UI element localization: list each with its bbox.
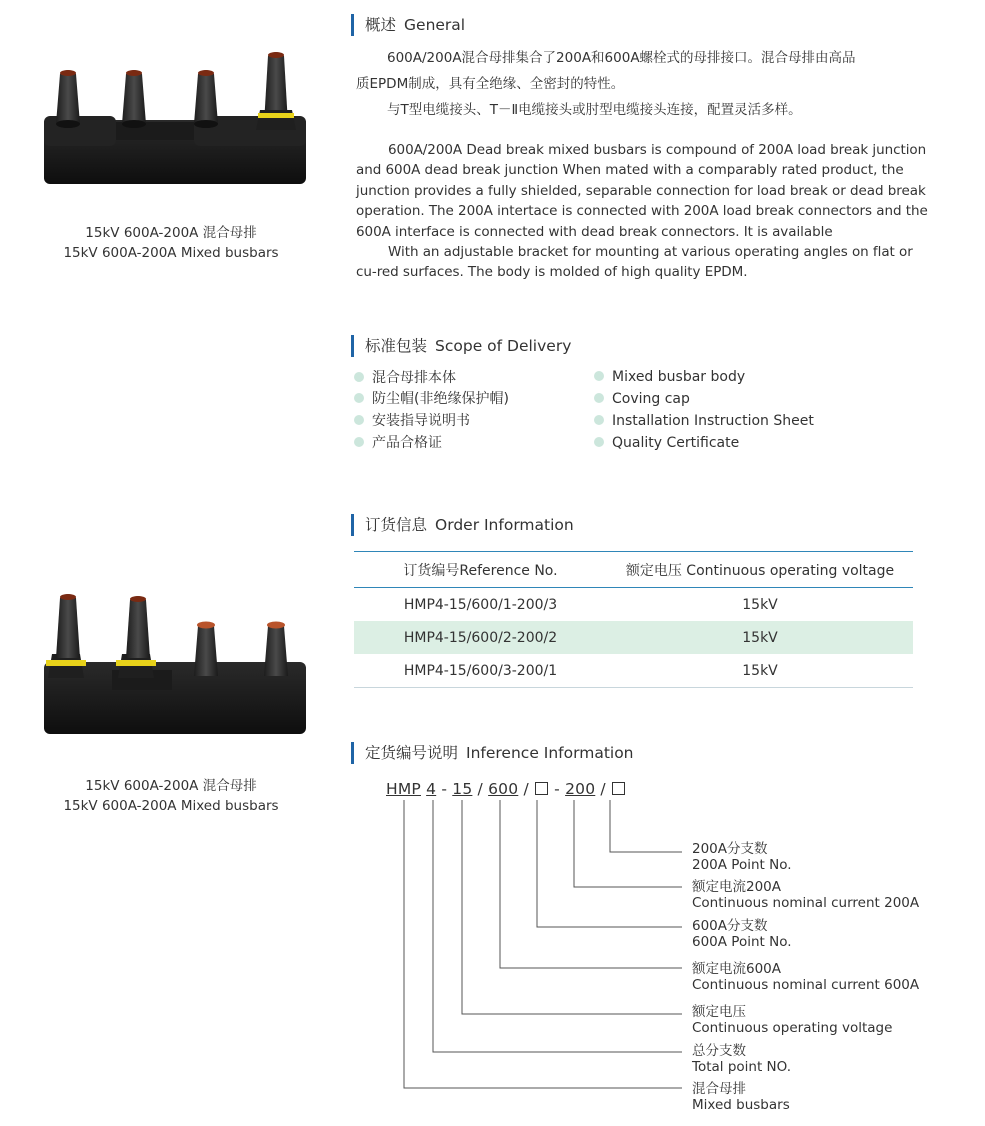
inference-label-200a-points: 200A分支数 200A Point No. xyxy=(692,841,792,873)
section-title-en: General xyxy=(404,16,466,34)
section-title-en: Order Information xyxy=(435,516,574,534)
inference-label-total-points: 总分支数 Total point NO. xyxy=(692,1043,792,1075)
column-header-reference: 订货编号Reference No. xyxy=(354,552,607,588)
general-en-paragraph: 600A/200A Dead break mixed busbars is compound of 200A load break junction and 600A dead break junction When mated with a comparably rated product, the junction provides a fully shielded, separable connection for load break or dead break operation. The 200A intertace is connected with 200A load break connectors and the 600A interface is connected with dead break connectors. It is available xyxy=(356,142,928,240)
column-header-voltage: 额定电压 Continuous operating voltage xyxy=(607,552,913,588)
reference-cell: HMP4-15/600/1-200/3 xyxy=(403,596,558,613)
delivery-item-zh: 产品合格证 xyxy=(354,433,442,453)
voltage-cell: 15kV xyxy=(607,621,913,654)
delivery-item-en: Mixed busbar body xyxy=(594,367,745,387)
voltage-cell: 15kV xyxy=(607,654,913,688)
product-caption-zh: 15kV 600A-200A 混合母排 xyxy=(85,778,257,794)
reference-cell: HMP4-15/600/2-200/2 xyxy=(354,621,607,654)
inference-label-voltage: 额定电压 Continuous operating voltage xyxy=(692,1004,893,1036)
product-caption-en: 15kV 600A-200A Mixed busbars xyxy=(63,798,279,814)
code-part-current-600: 600 xyxy=(488,780,519,798)
code-separator: / xyxy=(523,780,529,798)
product-caption-en: 15kV 600A-200A Mixed busbars xyxy=(63,245,279,261)
code-part-current-200: 200 xyxy=(565,780,596,798)
general-en-paragraph: With an adjustable bracket for mounting at various operating angles on flat or cu-red surfaces. The body is molded of high quality EPDM. xyxy=(356,244,913,281)
code-part-type: HMP xyxy=(386,780,421,798)
voltage-cell: 15kV xyxy=(742,596,778,613)
section-title-en: Scope of Delivery xyxy=(435,337,572,355)
inference-label-600a-current: 额定电流600A Continuous nominal current 600A xyxy=(692,961,920,993)
inference-label-mixed-busbars: 混合母排 Mixed busbars xyxy=(692,1081,790,1113)
general-zh-line: 600A/200A混合母排集合了200A和600A螺栓式的母排接口。混合母排由高品 xyxy=(387,50,856,66)
delivery-item-zh: 安装指导说明书 xyxy=(354,411,470,431)
inference-label-600a-points: 600A分支数 600A Point No. xyxy=(692,918,792,950)
delivery-item-en: Coving cap xyxy=(594,389,690,409)
general-zh-line: 与T型电缆接头、T－Ⅱ电缆接头或肘型电缆接头连接，配置灵活多样。 xyxy=(387,102,802,118)
section-title-zh: 概述 xyxy=(365,16,397,34)
inference-label-200a-current: 额定电流200A Continuous nominal current 200A xyxy=(692,879,920,911)
delivery-item-en: Quality Certificate xyxy=(594,433,739,453)
section-title-zh: 定货编号说明 xyxy=(365,744,459,762)
delivery-item-zh: 防尘帽(非绝缘保护帽) xyxy=(354,389,509,409)
product-caption-zh: 15kV 600A-200A 混合母排 xyxy=(85,225,257,241)
section-title-en: Inference Information xyxy=(466,744,634,762)
section-title-zh: 标准包装 xyxy=(365,337,428,355)
code-separator: / xyxy=(477,780,483,798)
code-part-total-points: 4 xyxy=(426,780,437,798)
general-zh-line: 质EPDM制成，具有全绝缘、全密封的特性。 xyxy=(356,76,625,92)
code-separator: / xyxy=(600,780,606,798)
reference-cell: HMP4-15/600/3-200/1 xyxy=(354,654,607,688)
delivery-item-en: Installation Instruction Sheet xyxy=(594,411,814,431)
code-separator: - xyxy=(441,780,448,798)
delivery-item-zh: 混合母排本体 xyxy=(354,368,456,388)
section-title-zh: 订货信息 xyxy=(365,516,428,534)
code-separator: - xyxy=(554,780,560,798)
code-part-voltage: 15 xyxy=(452,780,473,798)
